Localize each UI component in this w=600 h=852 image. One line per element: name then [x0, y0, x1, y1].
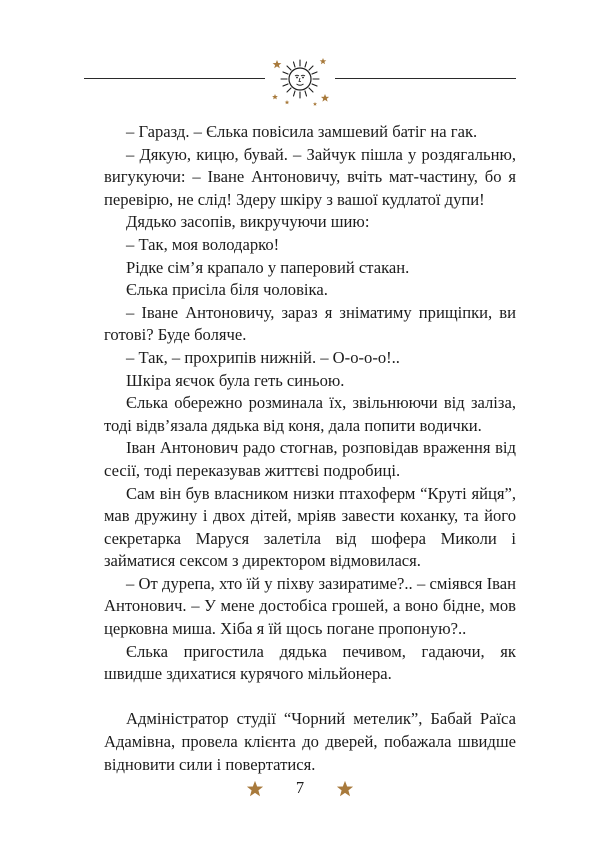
paragraph: – От дурепа, хто їй у піхву зазиратиме?.. – сміявся Іван Антонович. – У мене достобіса грошей, а воно бідне, мов церковна миша. Хіба я їй щось погане пропоную?.. — [104, 573, 516, 639]
paragraph: – Так, моя володарко! — [126, 234, 280, 254]
body-text — [104, 121, 516, 776]
paragraph: Єлька присіла біля чоловіка. — [126, 280, 328, 300]
star-icon — [336, 780, 354, 798]
paragraph: – Іване Антоновичу, зараз я зніматиму прищіпки, ви готові? Буде боляче. — [104, 302, 516, 345]
page-footer — [240, 776, 360, 802]
paragraph: Рідке сім’я крапало у паперовий стакан. — [126, 257, 410, 277]
paragraph: Шкіра яєчок була геть синьою. — [126, 370, 345, 390]
page-header — [84, 50, 516, 110]
page-number: 7 — [295, 778, 305, 797]
paragraph: Єлька обережно розминала їх, звільнюючи від заліза, тоді відв’язала дядька від коня, дала попити водички. — [104, 393, 516, 435]
paragraph: – Гаразд. – Єлька повісила замшевий батіг на гак. — [126, 122, 478, 141]
paragraph: – Так, – прохрипів нижній. – О-о-о-о!.. — [126, 347, 400, 367]
paragraph: Сам він був власником низки птахоферм “Круті яйця”, мав дружину і двох дітей, мріяв завести коханку, та його секретарка Маруся залетіла від шофера Миколи і займатися сексом з директором відмовилася. — [104, 483, 516, 571]
paragraph: Єлька пригостила дядька печивом, гадаючи, як швидше здихатися курячого мільйонера. — [104, 641, 516, 684]
paragraph: Дядько засопів, викручуючи шию: — [126, 212, 370, 232]
sun-face-emblem-icon — [265, 50, 335, 110]
paragraph: Адміністратор студії “Чорний метелик”, Бабай Раїса Адамівна, провела клієнта до дверей, побажала швидше відновити сили і повертатися. — [104, 709, 516, 774]
paragraph: – Дякую, кицю, бувай. – Зайчук пішла у роздягальню, вигукуючи: – Іване Антоновичу, вчіть мат-частину, бо я перевірю, не слід! Здеру шкіру з вашої кудлатої дупи! — [104, 144, 516, 209]
paragraph: Іван Антонович радо стогнав, розповідав враження від сесії, тоді переказував життєві подробиці. — [104, 438, 516, 480]
